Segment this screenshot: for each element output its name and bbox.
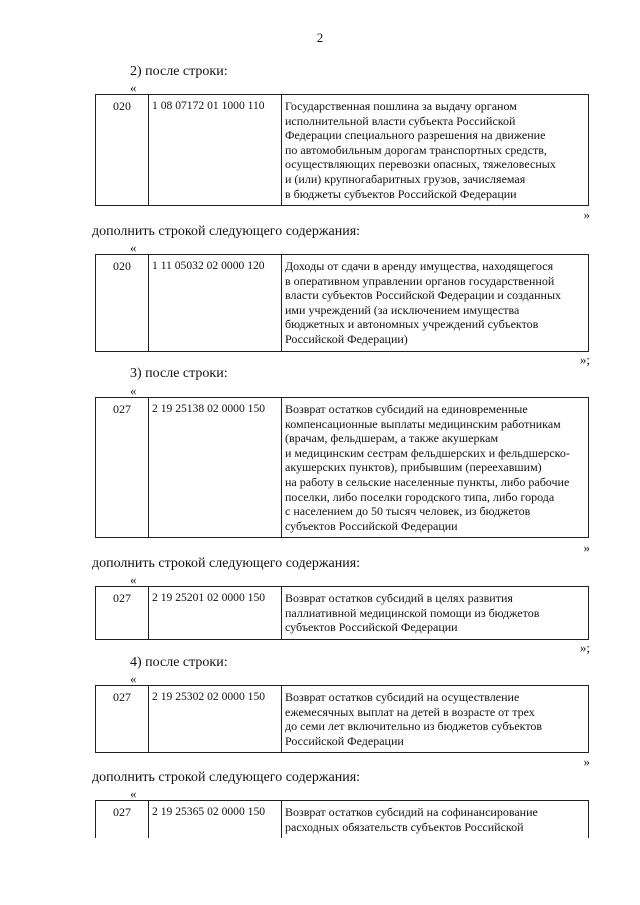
description-line: Доходы от сдачи в аренду имущества, находящегося [285,259,554,273]
existing-row-table [95,397,589,538]
close-quote: »; [579,640,590,655]
open-quote: « [130,572,137,587]
description-line: с населением до 50 тысяч человек, из бюджетов [285,504,531,519]
description-line: акушерских пунктов), прибывшим (переехавшим) [285,460,542,475]
description-line: Возврат остатков субсидий на софинансирование [285,805,538,819]
description-line: в бюджеты субъектов Российской Федерации [285,186,517,201]
description-line: Возврат остатков субсидий в целях развития [285,591,513,605]
add-row-phrase: дополнить строкой следующего содержания: [92,556,361,571]
description-line: (врачам, фельдшерам, а также акушеркам [285,431,499,446]
description-cell [282,255,589,352]
existing-row-table [95,685,589,753]
admin-code-cell: 027 [96,587,149,640]
description-cell [282,587,589,640]
description-line: бюджетных и автономных учреждений субъектов [285,317,539,332]
description-line: Федерации специального разрешения на движение [285,128,546,143]
added-row-table [95,800,589,838]
added-row-table [95,586,589,640]
description-line: и (или) крупногабаритных грузов, зачисляемая [285,171,526,186]
open-quote: « [130,786,137,801]
description-line: ежемесячных выплат на детей в возрасте от трех [285,704,535,719]
table-row [96,398,589,538]
description-line: Российской Федерации [285,733,404,748]
section-4-heading: 4) после строки: [130,655,228,670]
add-row-phrase: дополнить строкой следующего содержания: [92,770,361,785]
add-row-phrase: дополнить строкой следующего содержания: [92,224,361,239]
admin-code-cell: 020 [96,95,149,206]
description-line: по автомобильным дорогам транспортных средств, [285,142,547,157]
page-number: 2 [316,30,324,45]
close-quote: » [583,754,590,769]
description-line: паллиативной медицинской помощи из бюджетов [285,605,540,620]
description-line: субъектов Российской Федерации [285,620,458,635]
description-line: поселки, либо поселки городского типа, либо города [285,489,555,504]
kbk-code-cell: 1 08 07172 01 1000 110 [149,95,282,206]
admin-code-cell: 027 [96,686,149,753]
kbk-code-cell: 2 19 25365 02 0000 150 [149,801,282,839]
description-line: до семи лет включительно из бюджетов субъектов [285,719,543,734]
open-quote: « [130,383,137,398]
close-quote: » [583,207,590,222]
section-2-heading: 2) после строки: [130,64,228,79]
description-line: Возврат остатков субсидий на единовременные [285,402,528,416]
table-row [96,587,589,640]
open-quote: « [130,240,137,255]
admin-code-cell: 020 [96,255,149,352]
table-row [96,255,589,352]
close-quote: »; [579,352,590,367]
open-quote: « [130,80,137,95]
description-line: Возврат остатков субсидий на осуществление [285,690,520,704]
description-cell [282,95,589,206]
existing-row-table [95,94,589,206]
description-line: Российской Федерации) [285,331,408,346]
description-line: власти субъектов Российской Федерации и созданных [285,288,562,303]
description-line: в оперативном управлении органов государственной [285,273,555,288]
admin-code-cell: 027 [96,398,149,538]
added-row-table [95,254,589,352]
description-cell [282,398,589,538]
description-line: субъектов Российской Федерации [285,518,458,533]
table-row [96,95,589,206]
table-row [96,801,589,839]
kbk-code-cell: 2 19 25201 02 0000 150 [149,587,282,640]
description-line: и медицинским сестрам фельдшерских и фельдшерско- [285,445,570,460]
kbk-code-cell: 2 19 25302 02 0000 150 [149,686,282,753]
description-line: расходных обязательств субъектов Российской [285,819,524,834]
kbk-code-cell: 2 19 25138 02 0000 150 [149,398,282,538]
admin-code-cell: 027 [96,801,149,839]
description-cell [282,801,589,839]
open-quote: « [130,671,137,686]
close-quote: » [583,540,590,555]
description-line: Государственная пошлина за выдачу органом [285,99,517,113]
description-line: ими учреждений (за исключением имущества [285,302,520,317]
description-line: осуществляющих перевозки опасных, тяжеловесных [285,157,556,172]
description-cell [282,686,589,753]
description-line: компенсационные выплаты медицинским работникам [285,416,561,431]
description-line: исполнительной власти субъекта Российской [285,113,516,128]
description-line: на работу в сельские населенные пункты, либо рабочие [285,474,570,489]
table-row [96,686,589,753]
section-3-heading: 3) после строки: [130,366,228,381]
kbk-code-cell: 1 11 05032 02 0000 120 [149,255,282,352]
